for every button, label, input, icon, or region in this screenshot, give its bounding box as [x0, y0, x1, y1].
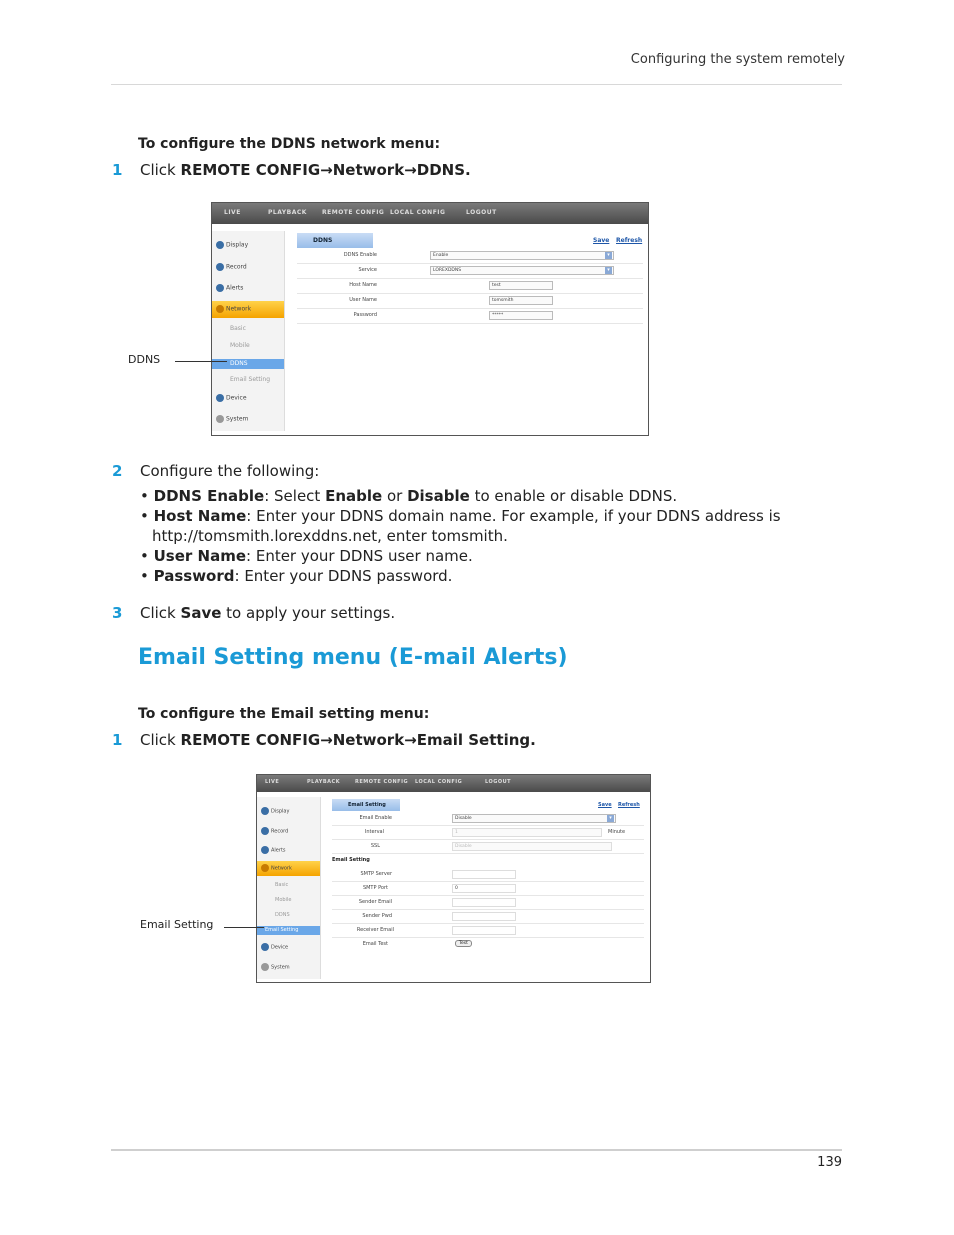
- step-number: 2: [112, 462, 123, 480]
- step-number: 1: [112, 161, 123, 179]
- refresh-link[interactable]: Refresh: [618, 802, 640, 808]
- email-step1-text: Click REMOTE CONFIG→Network→Email Setting.: [140, 731, 536, 749]
- list-item: • Host Name: Enter your DDNS domain name. For example, if your DDNS address is: [140, 507, 781, 525]
- email-subheading: To configure the Email setting menu:: [138, 706, 430, 722]
- sidebar-item-display[interactable]: Display: [216, 241, 248, 249]
- list-item: • User Name: Enter your DDNS user name.: [140, 547, 473, 565]
- sidebar-item-email-setting[interactable]: Email Setting: [230, 376, 271, 383]
- row-label: User Name: [349, 297, 377, 303]
- row-sender-email: [332, 896, 644, 910]
- record-icon: [261, 827, 269, 835]
- network-icon: [216, 305, 224, 313]
- sidebar-item-display[interactable]: Display: [261, 807, 289, 815]
- interval-unit: Minute: [608, 829, 626, 835]
- row-label: Host Name: [349, 282, 377, 288]
- home-icon: [216, 241, 224, 249]
- service-select[interactable]: LOREXDDNS ▾: [430, 266, 614, 275]
- nav-logout[interactable]: LOGOUT: [466, 209, 497, 216]
- row-label: Password: [353, 312, 377, 318]
- ddns-bullet-list: [140, 486, 820, 586]
- save-link[interactable]: Save: [598, 802, 612, 808]
- row-user-name: [297, 293, 643, 309]
- smtp-port-input[interactable]: 0: [452, 884, 516, 893]
- sender-email-input[interactable]: [452, 898, 516, 907]
- row-ddns-enable: [297, 248, 643, 264]
- row-label: SSL: [370, 843, 380, 849]
- list-item-continuation: http://tomsmith.lorexddns.net, enter tomsmith.: [152, 527, 508, 545]
- nav-local-config[interactable]: LOCAL CONFIG: [390, 209, 446, 216]
- device-icon: [261, 943, 269, 951]
- row-label: SMTP Server: [360, 871, 392, 877]
- row-label: Sender Email: [358, 899, 392, 905]
- step-number: 3: [112, 604, 123, 622]
- row-receiver-email: [332, 924, 644, 938]
- ddns-enable-select[interactable]: Enable ▾: [430, 251, 614, 260]
- row-label: Email Enable: [359, 815, 392, 821]
- row-label: Sender Pwd: [362, 913, 392, 919]
- alerts-icon: [216, 284, 224, 292]
- host-name-input[interactable]: test: [489, 281, 553, 290]
- system-icon: [216, 415, 224, 423]
- system-icon: [261, 963, 269, 971]
- sidebar-item-system[interactable]: System: [216, 415, 248, 423]
- sidebar-item-basic[interactable]: Basic: [230, 325, 246, 332]
- row-host-name: [297, 278, 643, 294]
- callout-ddns: DDNS: [128, 353, 161, 366]
- sidebar-item-record[interactable]: Record: [216, 263, 247, 271]
- sidebar-item-network-label: Network: [216, 305, 251, 313]
- sidebar: [257, 797, 321, 979]
- nav-playback[interactable]: PLAYBACK: [307, 779, 341, 785]
- sidebar-item-network-label: Network: [261, 864, 292, 872]
- network-icon: [261, 864, 269, 872]
- alerts-icon: [261, 846, 269, 854]
- sidebar-item-alerts[interactable]: Alerts: [216, 284, 243, 292]
- nav-live[interactable]: LIVE: [224, 209, 241, 216]
- sidebar-item-ddns-label: DDNS: [230, 360, 248, 367]
- row-password: [297, 308, 643, 324]
- row-label: Receiver Email: [356, 927, 394, 933]
- row-label: Interval: [364, 829, 384, 835]
- row-label: Email Test: [362, 941, 388, 947]
- sidebar-item-record[interactable]: Record: [261, 827, 288, 835]
- sidebar-item-device[interactable]: Device: [216, 394, 247, 402]
- nav-remote-config[interactable]: REMOTE CONFIG: [322, 209, 385, 216]
- ssl-select[interactable]: Disable: [452, 842, 612, 851]
- page-number: 139: [817, 1155, 842, 1170]
- callout-email-setting: Email Setting: [140, 918, 214, 931]
- row-interval: [332, 826, 644, 840]
- row-label: Service: [358, 267, 377, 273]
- home-icon: [261, 807, 269, 815]
- email-test-button[interactable]: Test: [455, 940, 472, 947]
- row-smtp-server: [332, 868, 644, 882]
- tab-ddns[interactable]: DDNS: [297, 233, 373, 248]
- user-name-input[interactable]: tomsmith: [489, 296, 553, 305]
- nav-remote-config[interactable]: REMOTE CONFIG: [355, 779, 409, 785]
- row-label: DDNS Enable: [343, 252, 377, 258]
- footer-rule: [111, 1149, 842, 1151]
- sidebar-item-device[interactable]: Device: [261, 943, 288, 951]
- row-smtp-port: [332, 882, 644, 896]
- row-email-test: [332, 938, 644, 951]
- email-enable-select[interactable]: Disable ▾: [452, 814, 616, 823]
- sidebar-item-alerts[interactable]: Alerts: [261, 846, 286, 854]
- device-icon: [216, 394, 224, 402]
- nav-logout[interactable]: LOGOUT: [485, 779, 512, 785]
- section-heading: Email Setting menu (E-mail Alerts): [138, 645, 568, 670]
- step-number: 1: [112, 731, 123, 749]
- top-navigation: [212, 203, 648, 224]
- receiver-email-input[interactable]: [452, 926, 516, 935]
- sidebar-item-mobile[interactable]: Mobile: [230, 342, 250, 349]
- row-ssl: [332, 840, 644, 854]
- callout-line: [175, 361, 227, 362]
- record-icon: [216, 263, 224, 271]
- ddns-subheading: To configure the DDNS network menu:: [138, 136, 441, 152]
- sidebar-item-email-setting-label: Email Setting: [265, 927, 299, 933]
- list-item: • DDNS Enable: Select Enable or Disable to enable or disable DDNS.: [140, 487, 678, 505]
- ddns-step2-text: Configure the following:: [140, 462, 320, 480]
- email-setting-section-title: Email Setting: [332, 857, 370, 863]
- ddns-step3-text: Click Save to apply your settings.: [140, 604, 396, 622]
- row-email-enable: [332, 812, 644, 826]
- row-sender-pwd: [332, 910, 644, 924]
- row-label: SMTP Port: [362, 885, 388, 891]
- save-link[interactable]: Save: [593, 237, 610, 244]
- sidebar-item-mobile[interactable]: Mobile: [275, 897, 292, 903]
- smtp-server-input[interactable]: [452, 870, 516, 879]
- sidebar: [212, 231, 285, 431]
- nav-live[interactable]: LIVE: [265, 779, 280, 785]
- nav-local-config[interactable]: LOCAL CONFIG: [415, 779, 463, 785]
- password-input[interactable]: *****: [489, 311, 553, 320]
- sidebar-item-system[interactable]: System: [261, 963, 290, 971]
- refresh-link[interactable]: Refresh: [616, 237, 643, 244]
- top-navigation: [257, 775, 650, 792]
- ddns-screenshot: [211, 202, 649, 436]
- header-rule: [111, 84, 842, 85]
- sidebar-item-ddns[interactable]: DDNS: [275, 912, 290, 918]
- email-screenshot: [256, 774, 651, 983]
- callout-line: [224, 927, 264, 928]
- tab-email-setting[interactable]: Email Setting: [332, 799, 400, 811]
- sidebar-item-basic[interactable]: Basic: [275, 882, 289, 888]
- ddns-step1-text: Click REMOTE CONFIG→Network→DDNS.: [140, 161, 471, 179]
- row-service: [297, 263, 643, 279]
- running-header: Configuring the system remotely: [630, 52, 845, 67]
- nav-playback[interactable]: PLAYBACK: [268, 209, 307, 216]
- list-item: • Password: Enter your DDNS password.: [140, 567, 453, 585]
- sender-pwd-input[interactable]: [452, 912, 516, 921]
- interval-input[interactable]: 1: [452, 828, 602, 837]
